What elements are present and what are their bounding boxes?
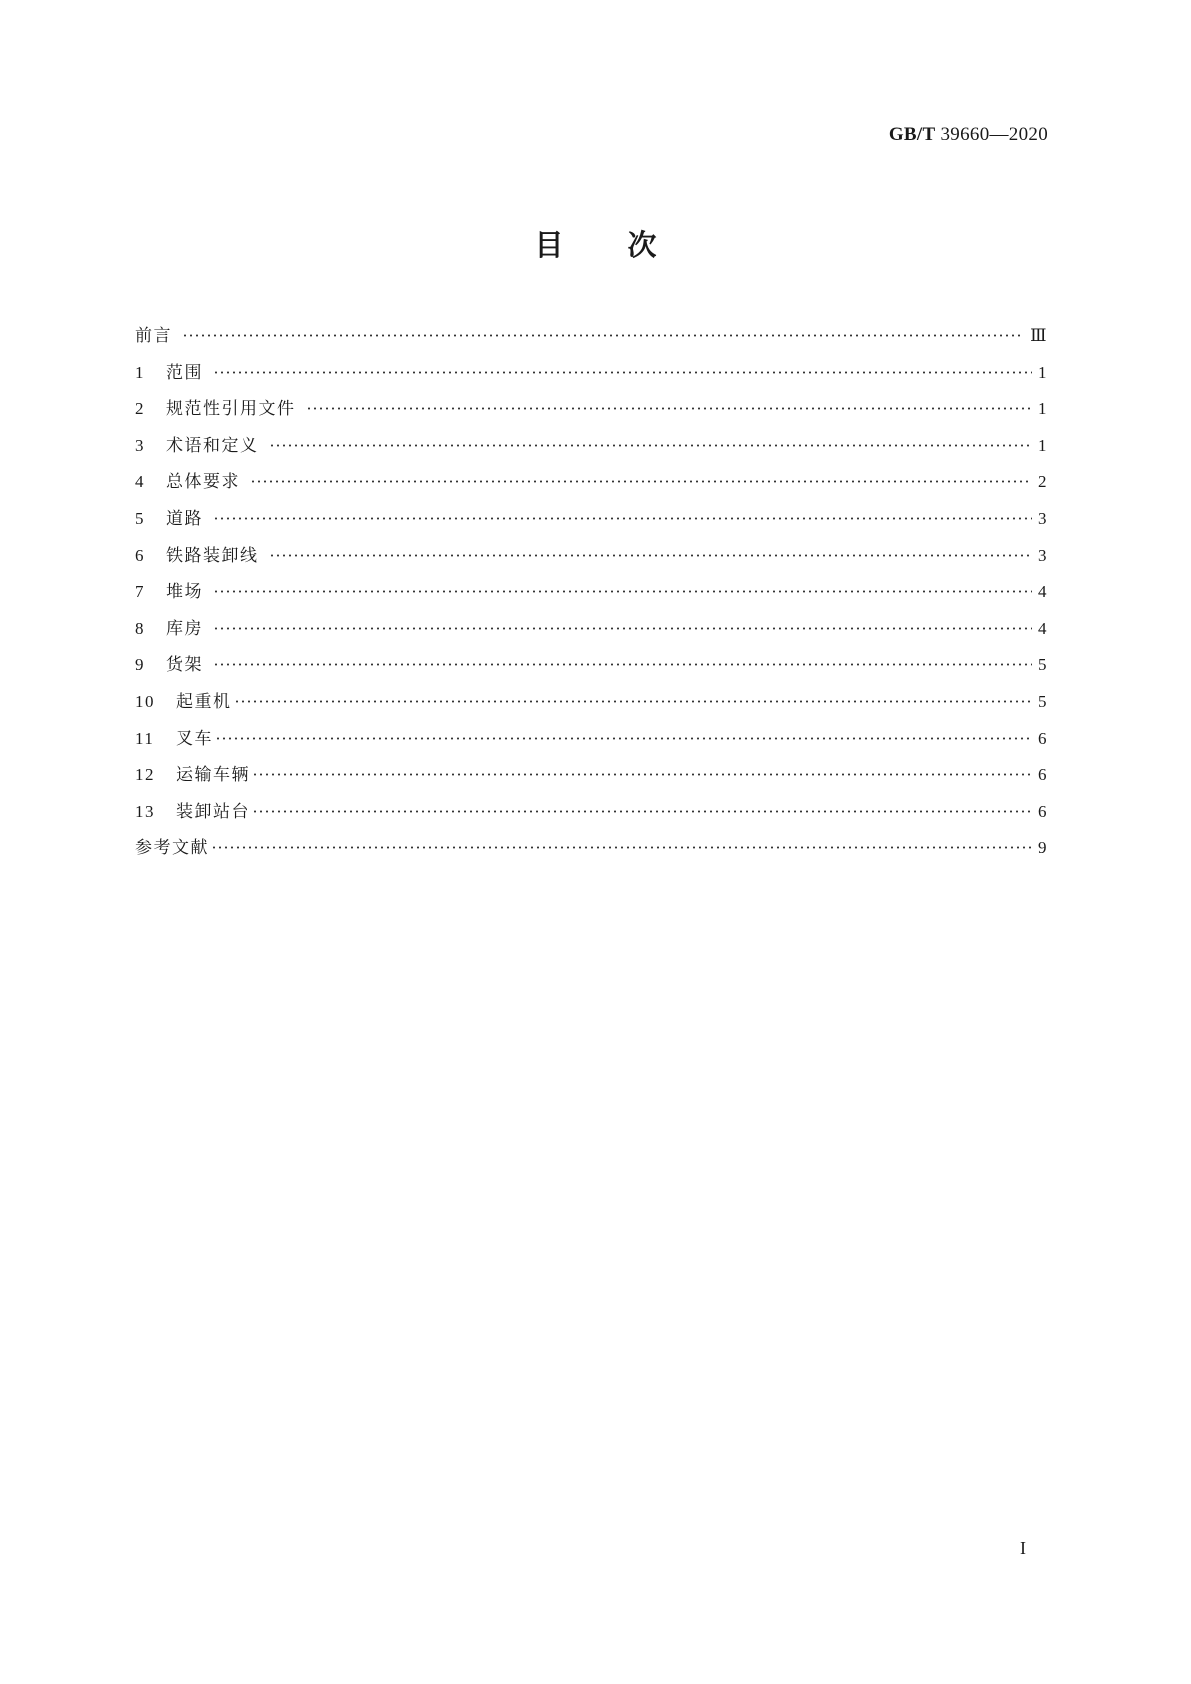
toc-entry-label: 运输车辆 [176, 765, 250, 786]
toc-entry-1[interactable] [135, 358, 1048, 395]
toc-entry-7[interactable] [135, 577, 1048, 614]
toc-entry-label: 范围 [166, 362, 203, 383]
toc-entry-number: 7 [135, 582, 145, 602]
toc-entry-8[interactable] [135, 614, 1048, 651]
toc-leader-dots [213, 371, 1032, 374]
toc-entry-6[interactable] [135, 541, 1048, 578]
toc-title: 目次 [534, 228, 721, 262]
toc-entry-page: 6 [1038, 765, 1048, 785]
toc-entry-number: 9 [135, 655, 145, 675]
toc-entry-2[interactable] [135, 394, 1048, 431]
toc-entry-page: 3 [1038, 508, 1048, 528]
toc-entry-12[interactable] [135, 760, 1048, 797]
toc-entry-label: 规范性引用文件 [166, 399, 296, 420]
standard-code [889, 124, 1048, 146]
toc-entry-number: 13 [135, 801, 155, 821]
toc-entry-label: 总体要求 [166, 472, 240, 493]
toc-entry-5[interactable] [135, 504, 1048, 541]
toc-entry-page: 5 [1038, 691, 1048, 711]
toc-leader-dots [213, 517, 1032, 520]
toc-leader-dots [213, 590, 1032, 593]
toc-entry-number: 5 [135, 508, 145, 528]
toc-entry-label: 前言 [135, 326, 172, 346]
toc-entry-number: 10 [135, 691, 155, 711]
toc-entry-page: 9 [1038, 838, 1048, 858]
toc-entry-label: 货架 [166, 655, 203, 676]
table-of-contents [135, 321, 1048, 870]
toc-entry-number: 3 [135, 435, 145, 455]
standard-number: 39660—2020 [940, 124, 1048, 145]
toc-leader-dots [211, 846, 1032, 849]
toc-entry-page: Ⅲ [1030, 326, 1048, 345]
toc-entry-label: 叉车 [176, 728, 213, 749]
toc-entry-label: 道路 [166, 508, 203, 529]
toc-entry-number: 11 [135, 728, 155, 748]
toc-entry-10[interactable] [135, 687, 1048, 724]
toc-leader-dots [250, 480, 1032, 483]
toc-entry-label: 术语和定义 [166, 435, 259, 456]
toc-entry-number: 2 [135, 399, 145, 419]
toc-entry-label: 堆场 [166, 582, 203, 603]
toc-leader-dots [234, 700, 1033, 703]
toc-leader-dots [269, 444, 1033, 447]
toc-leader-dots [306, 407, 1033, 410]
toc-entry-page: 2 [1038, 472, 1048, 492]
toc-entry-13[interactable] [135, 797, 1048, 834]
toc-entry-page: 3 [1038, 545, 1048, 565]
toc-entry-label: 参考文献 [135, 838, 209, 859]
toc-leader-dots [213, 663, 1032, 666]
toc-entry-label: 起重机 [176, 691, 232, 712]
toc-entry-3[interactable] [135, 431, 1048, 468]
toc-entry-11[interactable] [135, 724, 1048, 761]
toc-entry-number: 12 [135, 765, 155, 785]
toc-entry-page: 1 [1038, 435, 1048, 455]
toc-entry-references[interactable] [135, 833, 1048, 870]
toc-leader-dots [215, 737, 1032, 740]
toc-entry-number: 1 [135, 362, 145, 382]
toc-entry-number: 8 [135, 618, 145, 638]
toc-entry-page: 4 [1038, 582, 1048, 602]
toc-entry-label: 装卸站台 [176, 801, 250, 822]
toc-entry-page: 5 [1038, 655, 1048, 675]
toc-entry-number: 4 [135, 472, 145, 492]
toc-entry-label: 铁路装卸线 [166, 545, 259, 566]
toc-entry-4[interactable] [135, 467, 1048, 504]
toc-entry-page: 1 [1038, 362, 1048, 382]
toc-entry-foreword[interactable] [135, 321, 1048, 358]
toc-entry-page: 6 [1038, 801, 1048, 821]
toc-leader-dots [213, 627, 1032, 630]
toc-entry-9[interactable] [135, 650, 1048, 687]
toc-entry-number: 6 [135, 545, 145, 565]
toc-entry-label: 库房 [166, 618, 203, 639]
toc-entry-page: 6 [1038, 728, 1048, 748]
page-number: I [1020, 1538, 1026, 1558]
toc-leader-dots [252, 773, 1032, 776]
toc-entry-page: 1 [1038, 399, 1048, 419]
toc-entry-page: 4 [1038, 618, 1048, 638]
standard-prefix: GB/T [888, 124, 936, 145]
toc-leader-dots [182, 334, 1024, 337]
toc-leader-dots [269, 554, 1033, 557]
toc-leader-dots [252, 810, 1032, 813]
